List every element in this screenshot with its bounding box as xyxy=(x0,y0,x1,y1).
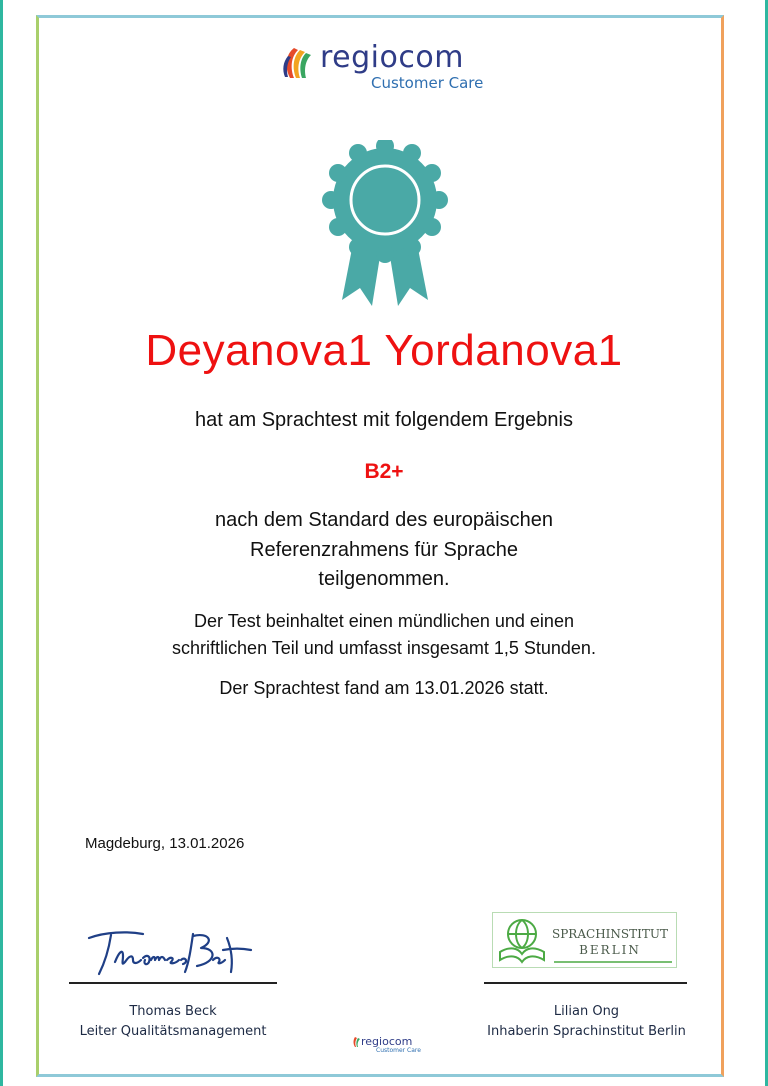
signatory-right-name: Lilian Ong xyxy=(553,1004,620,1019)
regiocom-logo-icon xyxy=(280,44,316,84)
sprachinstitut-berlin-logo xyxy=(492,912,677,968)
signature-line-left xyxy=(69,982,277,984)
standard-line-1: nach dem Standard des europäischen xyxy=(214,509,553,531)
institute-line-1: SPRACHINSTITUT xyxy=(552,927,668,941)
signature-thomas-beck xyxy=(85,922,255,982)
institute-line-2: BERLIN xyxy=(579,943,641,957)
standard-line-2: Referenzrahmens für Sprache xyxy=(250,539,518,561)
signatory-left xyxy=(69,1002,277,1042)
signatory-left-role: Leiter Qualitätsmanagement xyxy=(79,1024,267,1039)
signatory-right-role: Inhaberin Sprachinstitut Berlin xyxy=(487,1024,686,1039)
signatory-left-name: Thomas Beck xyxy=(129,1004,217,1019)
company-subtitle: Customer Care xyxy=(371,74,484,92)
company-logo xyxy=(280,40,510,100)
intro-text: hat am Sprachtest mit folgendem Ergebnis xyxy=(195,409,573,431)
grade-result: B2+ xyxy=(364,460,404,483)
place-date: Magdeburg, 13.01.2026 xyxy=(85,835,245,852)
footer-logo-subtitle: Customer Care xyxy=(376,1047,421,1054)
details-line-1: Der Test beinhaltet einen mündlichen und einen xyxy=(194,611,574,631)
award-rosette-icon xyxy=(320,140,450,310)
details-line-2: schriftlichen Teil und umfasst insgesamt 1,5 Stunden. xyxy=(172,638,596,658)
signatory-right xyxy=(464,1002,709,1042)
test-date-text: Der Sprachtest fand am 13.01.2026 statt. xyxy=(219,678,549,698)
recipient-name: Deyanova1 Yordanova1 xyxy=(145,326,623,375)
signature-line-right xyxy=(484,982,687,984)
footer-logo-name: regiocom xyxy=(361,1035,413,1048)
company-name: regiocom xyxy=(320,40,464,75)
standard-line-3: teilgenommen. xyxy=(318,568,450,590)
